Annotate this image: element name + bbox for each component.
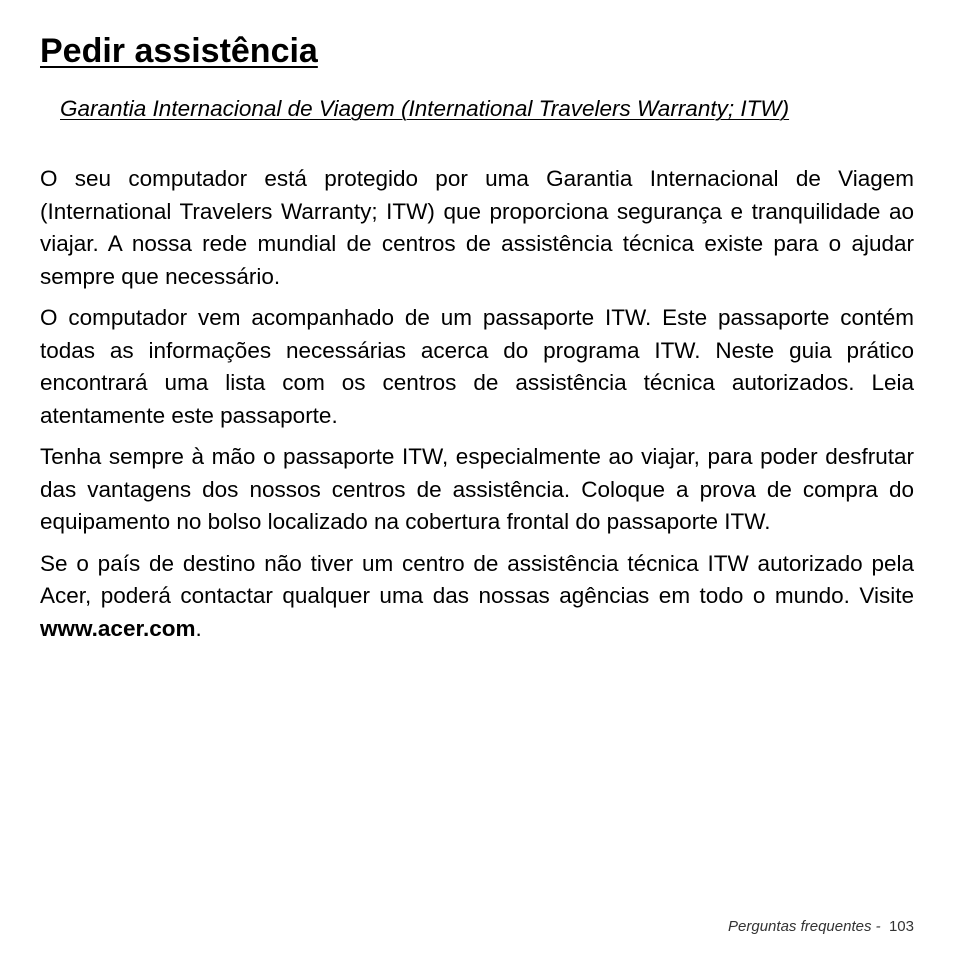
page-footer	[728, 918, 914, 935]
paragraph-4-text: Se o país de destino não tiver um centro de assistência técnica ITW autorizado pela Acer, poderá contactar qualquer uma das nossas agências em todo o mundo. Visite	[40, 550, 914, 608]
section-subtitle: Garantia Internacional de Viagem (International Travelers Warranty; ITW)	[60, 96, 790, 121]
paragraph-1: O seu computador está protegido por uma Garantia Internacional de Viagem (International Travelers Warranty; ITW) que proporciona segurança e tranquilidade ao viajar. A nossa rede mundial de centros de assistência técnica existe para o ajudar sempre que necessário.	[40, 166, 914, 289]
paragraph-3: Tenha sempre à mão o passaporte ITW, especialmente ao viajar, para poder desfrutar das vantagens dos nossos centros de assistência. Coloque a prova de compra do equipamento no bolso localizado na cobertura frontal do passaporte ITW.	[40, 444, 914, 534]
footer-section-label: Perguntas frequentes -	[728, 918, 881, 935]
paragraph-4	[40, 548, 914, 646]
acer-website-link[interactable]: www.acer.com	[40, 615, 196, 641]
paragraph-4-end: .	[195, 615, 202, 641]
body-text	[40, 163, 914, 654]
paragraph-2: O computador vem acompanhado de um passaporte ITW. Este passaporte contém todas as informações necessárias acerca do programa ITW. Neste guia prático encontrará uma lista com os centros de assistência técnica autorizados. Leia atentamente este passaporte.	[40, 305, 914, 428]
page-title: Pedir assistência	[40, 32, 318, 70]
page-number: 103	[888, 918, 914, 935]
